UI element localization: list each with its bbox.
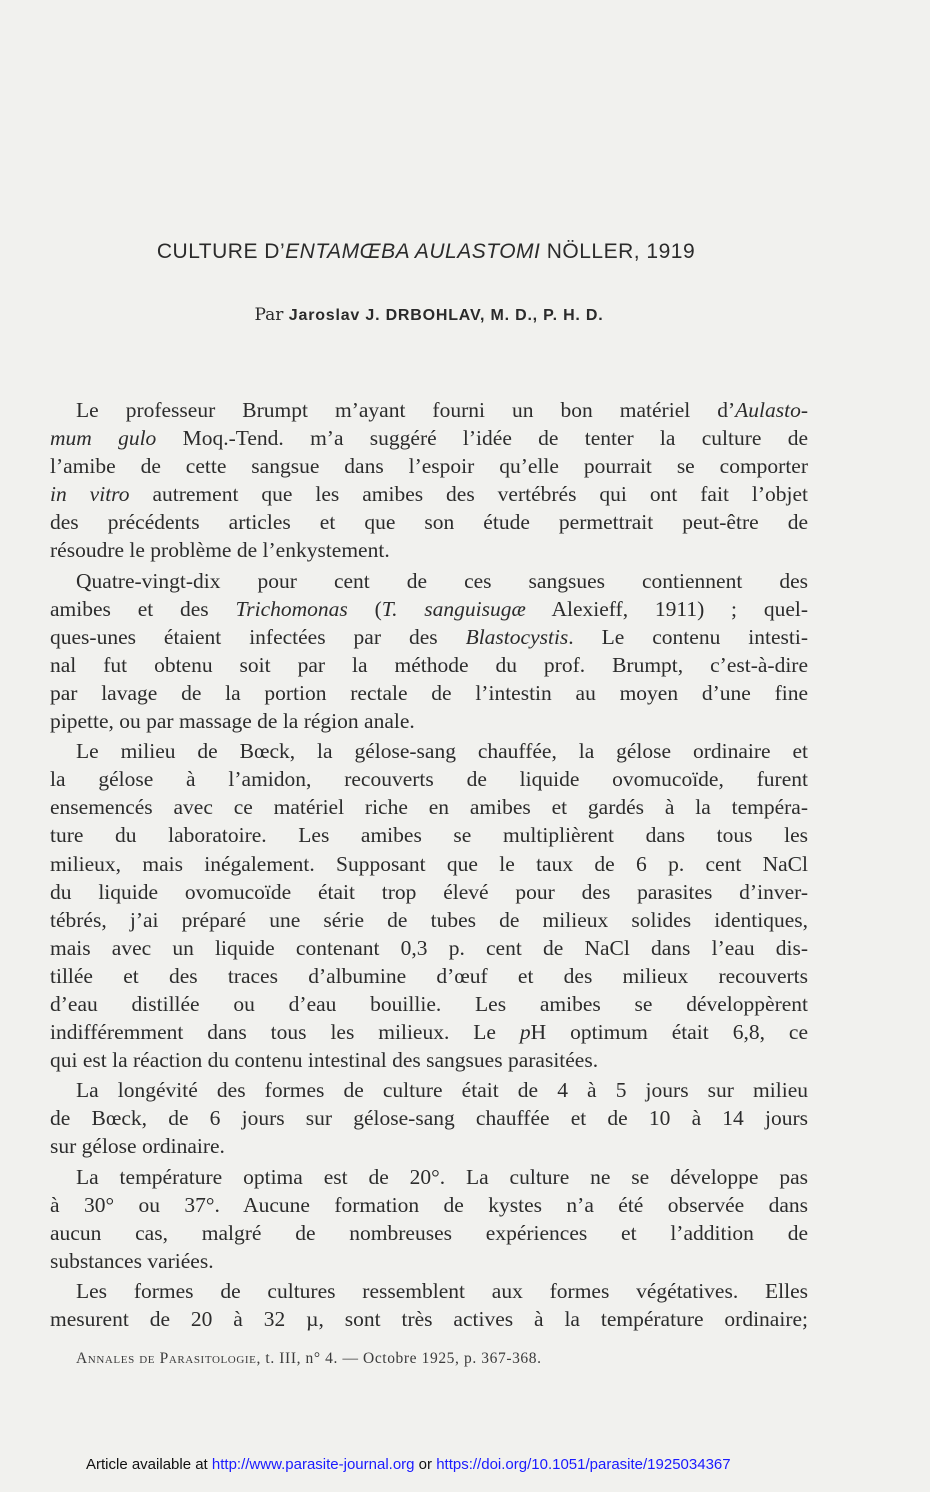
text-line	[50, 1076, 808, 1104]
text-segment: H optimum était 6,8, ce	[530, 1020, 808, 1045]
paragraph	[50, 396, 808, 565]
text-line	[50, 934, 808, 962]
text-segment: ques-unes étaient infectées par des	[50, 624, 466, 649]
text-line	[50, 821, 808, 849]
text-segment: (	[347, 596, 382, 621]
text-segment: résoudre le problème de l’enkystement.	[50, 538, 390, 563]
text-segment: La longévité des formes de culture était de 4 à 5 jours sur milieu	[76, 1078, 808, 1103]
italic-text: Trichomonas	[235, 596, 348, 621]
text-segment: à 30° ou 37°. Aucune formation de kystes n’a été observée dans	[50, 1192, 808, 1217]
italic-text: in vitro	[50, 482, 130, 507]
paragraph	[50, 1163, 808, 1275]
text-line	[50, 1163, 808, 1191]
author-byline	[0, 305, 858, 325]
text-line	[50, 737, 808, 765]
text-line	[50, 452, 808, 480]
text-line	[50, 1018, 808, 1046]
title-prefix: CULTURE D’	[156, 240, 286, 263]
text-line	[50, 1046, 808, 1074]
text-segment: Le milieu de Bœck, la gélose-sang chauffée, la gélose ordinaire et	[76, 739, 808, 764]
title-suffix: NÖLLER, 1919	[540, 240, 696, 263]
text-line	[50, 707, 808, 735]
text-segment: Quatre-vingt-dix pour cent de ces sangsues contiennent des	[76, 568, 808, 593]
text-line	[50, 679, 808, 707]
text-segment: milieux, mais inégalement. Supposant que le taux de 6 p. cent NaCl	[50, 851, 808, 876]
text-segment: substances variées.	[50, 1248, 214, 1273]
text-segment: qui est la réaction du contenu intestinal des sangsues parasitées.	[50, 1048, 599, 1073]
text-line	[50, 1132, 808, 1160]
text-line	[50, 793, 808, 821]
availability-middle: or	[414, 1456, 437, 1473]
text-line	[50, 536, 808, 564]
text-line	[50, 480, 808, 508]
text-segment: nal fut obtenu soit par la méthode du prof. Brumpt, c’est-à-dire	[50, 652, 808, 677]
paragraph	[50, 737, 808, 1074]
text-segment: l’amibe de cette sangsue dans l’espoir qu’elle pourrait se comporter	[50, 454, 808, 479]
text-segment: la gélose à l’amidon, recouverts de liquide ovomucoïde, furent	[50, 767, 808, 792]
italic-text: Aulasto-	[735, 398, 808, 422]
italic-text: Blastocystis	[465, 624, 569, 649]
title-italic: ENTAMŒBA AULASTOMI	[285, 240, 541, 263]
text-line	[50, 906, 808, 934]
text-segment: amibes et des	[50, 596, 236, 621]
text-segment: ture du laboratoire. Les amibes se multiplièrent dans tous les	[50, 823, 808, 848]
text-segment: . Le contenu intesti-	[568, 624, 808, 649]
article-title	[0, 240, 852, 264]
text-segment: Le professeur Brumpt m’ayant fourni un bon matériel d’	[76, 398, 736, 422]
text-segment: Les formes de cultures ressemblent aux formes végétatives. Elles	[76, 1278, 808, 1303]
article-body	[50, 396, 808, 1333]
text-segment: autrement que les amibes des vertébrés qui ont fait l’objet	[129, 482, 808, 507]
text-segment: d’eau distillée ou d’eau bouillie. Les amibes se développèrent	[50, 991, 808, 1016]
text-segment: aucun cas, malgré de nombreuses expériences et l’addition de	[50, 1220, 808, 1245]
text-segment: mesurent de 20 à 32 µ, sont très actives à la température ordinaire;	[50, 1307, 808, 1331]
author-name: Jaroslav J. DRBOHLAV, M. D., P. H. D.	[288, 307, 604, 324]
text-segment: du liquide ovomucoïde était trop élevé pour des parasites d’inver-	[50, 879, 808, 904]
text-line	[50, 1191, 808, 1219]
text-line	[50, 990, 808, 1018]
text-line	[50, 765, 808, 793]
text-segment: des précédents articles et que son étude permettrait peut-être de	[50, 510, 808, 535]
journal-details: , t. III, n° 4. — Octobre 1925, p. 367-368.	[256, 1350, 542, 1367]
text-segment: mais avec un liquide contenant 0,3 p. cent de NaCl dans l’eau dis-	[50, 935, 808, 960]
text-line	[50, 1104, 808, 1132]
journal-link[interactable]: http://www.parasite-journal.org	[211, 1456, 415, 1473]
text-line	[50, 424, 808, 452]
text-line	[50, 1219, 808, 1247]
italic-text: T. sanguisugæ	[381, 596, 526, 621]
journal-reference	[76, 1350, 542, 1368]
text-segment: de Bœck, de 6 jours sur gélose-sang chauffée et de 10 à 14 jours	[50, 1106, 808, 1131]
text-segment: sur gélose ordinaire.	[50, 1134, 225, 1159]
italic-text: mum gulo	[50, 426, 157, 451]
text-line	[50, 962, 808, 990]
text-line	[50, 396, 808, 424]
paragraph	[50, 1076, 808, 1160]
text-segment: tébrés, j’ai préparé une série de tubes de milieux solides identiques,	[50, 907, 808, 932]
text-line	[50, 1305, 808, 1333]
doi-link[interactable]: https://doi.org/10.1051/parasite/1925034367	[436, 1456, 731, 1473]
text-line	[50, 850, 808, 878]
text-line	[50, 567, 808, 595]
italic-text: p	[519, 1020, 531, 1045]
text-line	[50, 508, 808, 536]
text-segment: La température optima est de 20°. La culture ne se développe pas	[76, 1164, 808, 1189]
text-line	[50, 1247, 808, 1275]
byline-par: Par	[254, 305, 289, 325]
article-availability	[86, 1456, 731, 1473]
text-segment: par lavage de la portion rectale de l’intestin au moyen d’une fine	[50, 680, 808, 705]
paragraph	[50, 567, 808, 736]
paragraph	[50, 1277, 808, 1333]
journal-name: Annales de Parasitologie	[76, 1350, 257, 1367]
text-segment: Alexieff, 1911) ; quel-	[525, 596, 808, 621]
text-segment: Moq.-Tend. m’a suggéré l’idée de tenter la culture de	[156, 426, 808, 451]
text-segment: tillée et des traces d’albumine d’œuf et des milieux recouverts	[50, 963, 808, 988]
text-line	[50, 595, 808, 623]
text-segment: indifféremment dans tous les milieux. Le	[50, 1020, 520, 1045]
text-line	[50, 623, 808, 651]
text-segment: pipette, ou par massage de la région anale.	[50, 709, 415, 734]
text-line	[50, 878, 808, 906]
text-segment: ensemencés avec ce matériel riche en amibes et gardés à la tempéra-	[50, 795, 808, 820]
text-line	[50, 1277, 808, 1305]
text-line	[50, 651, 808, 679]
availability-prefix: Article available at	[86, 1456, 212, 1473]
